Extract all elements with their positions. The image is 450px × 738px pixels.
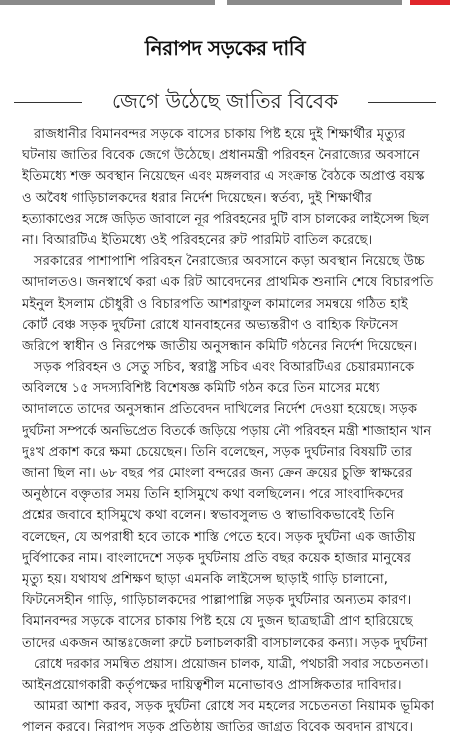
article-line: ইতিমধ্যে শক্ত অবস্থান নিয়েছেন এবং মঙ্গলবার এ সংক্রান্ত বৈঠকে অপ্রাপ্ত বয়স্ক — [22, 169, 425, 185]
article-line: দুঃখ প্রকাশ করে ক্ষমা চেয়েছেন। তিনি বলেছেন, সড়ক দুর্ঘটনার বিষয়টি তার — [22, 444, 413, 460]
article-line: পালন করবে। নিরাপদ সড়ক প্রতিষ্ঠায় জাতির জাগ্রত বিবেক অবদান রাখবে। — [22, 720, 414, 736]
article-line: না। বিআরটিএ ইতিমধ্যে ওই পরিবহনের রুট পারমিট বাতিল করেছে। — [22, 232, 373, 248]
article-line: মইনুল ইসলাম চৌধুরী ও বিচারপতি আশরাফুল কামালের সমন্বয়ে গঠিত হাই — [22, 296, 408, 312]
article-line: ফিটনেসহীন গাড়ি, গাড়িচালকদের পাল্লাপাল্লি সড়ক দুর্ঘটনার অন্যতম কারণ। — [22, 593, 412, 609]
header-bar-left — [0, 0, 215, 5]
article-line: আদালতও। জনস্বার্থে করা এক রিট আবেদনের প্রাথমিক শুনানি শেষে বিচারপতি — [22, 275, 434, 291]
article-line: সরকারের পাশাপাশি পরিবহন নৈরাজ্যের অবসানে কড়া অবস্থান নিয়েছে উচ্চ — [34, 254, 425, 270]
subheadline-row — [0, 84, 450, 118]
article-line: সড়ক পরিবহন ও সেতু সচিব, স্বরাষ্ট্র সচিব এবং বিআরটিএর চেয়ারম্যানকে — [34, 360, 415, 376]
article-line: অনুষ্ঠানে বক্তৃতার সময় তিনি হাসিমুখে কথা বলছিলেন। পরে সাংবাদিকদের — [22, 487, 404, 503]
article-line: ঘটনায় জাতির বিবেক জেগে উঠেছে। প্রধানমন্ত্রী পরিবহন নৈরাজ্যের অবসানে — [22, 148, 420, 164]
article-headline: নিরাপদ সড়কের দাবি — [144, 36, 306, 60]
article-line: মৃত্যু হয়। যথাযথ প্রশিক্ষণ ছাড়া এমনকি লাইসেন্স ছাড়াই গাড়ি চালানো, — [22, 571, 388, 587]
article-subheadline: জেগে উঠেছে জাতির বিবেক — [111, 89, 339, 113]
article-line: অবিলম্বে ১৫ সদস্যবিশিষ্ট বিশেষজ্ঞ কমিটি গঠন করে তিন মাসের মধ্যে — [22, 381, 380, 397]
header-bar-middle — [227, 0, 402, 5]
article-line: জরিপে স্বাধীন ও নিরপেক্ষ জাতীয় অনুসন্ধান কমিটি গঠনের নির্দেশ দিয়েছেন। — [22, 338, 418, 354]
article-line: বলেছেন, যে অপরাধী হবে তাকে শাস্তি পেতে হবে। সড়ক দুর্ঘটনা এক জাতীয় — [22, 529, 416, 545]
article-line: হত্যাকাণ্ডের সঙ্গে জড়িত জাবালে নূর পরিবহনের দুটি বাস চালকের লাইসেন্স ছিল — [22, 211, 429, 227]
subheadline-rule-left — [14, 102, 82, 103]
article-line: রোধে দরকার সমন্বিত প্রয়াস। প্রয়োজন চালক, যাত্রী, পথচারী সবার সচেতনতা। — [34, 656, 429, 672]
article-line: দুর্ঘটনা সম্পর্কে অনভিপ্রেত বিতর্কে জড়িয়ে পড়ায় নৌ পরিবহন মন্ত্রী শাজাহান খান — [22, 423, 431, 439]
article-line: বিমানবন্দর সড়কে বাসের চাকায় পিষ্ট হয়ে যে দুজন ছাত্রছাত্রী প্রাণ হারিয়েছে — [22, 614, 413, 630]
subheadline-rule-right — [368, 102, 436, 103]
article-line: আমরা আশা করব, সড়ক দুর্ঘটনা রোধে সব মহলের সচেতনতা নিয়ামক ভূমিকা — [34, 699, 434, 715]
article-line: ও অবৈধ গাড়িচালকদের ধরার নির্দেশ দিয়েছেন। স্বর্তব্য, দুই শিক্ষার্থীর — [22, 190, 372, 206]
article-line: আইনপ্রয়োগকারী কর্তৃপক্ষের দায়িত্বশীল মনোভাবও প্রাসঙ্গিকতার দাবিদার। — [22, 677, 402, 693]
article-line: জানা ছিল না। ৬৮ বছর পর মোংলা বন্দরের জন্য ক্রেন ক্রয়ের চুক্তি স্বাক্ষরের — [22, 466, 413, 481]
article-line: আদালতে তাদের অনুসন্ধান প্রতিবেদন দাখিলের নির্দেশ দেওয়া হয়েছে। সড়ক — [22, 402, 418, 418]
article-line: তাদের একজন আন্তঃজেলা রুটে চলাচলকারী বাসচালকের কন্যা। সড়ক দুর্ঘটনা — [22, 635, 428, 651]
article-line: রাজধানীর বিমানবন্দর সড়কে বাসের চাকায় পিষ্ট হয়ে দুই শিক্ষার্থীর মৃত্যুর — [34, 127, 406, 142]
article-line: প্রশ্নের জবাবে হাসিমুখে কথা বলেন। স্বভাবসুলভ ও স্বাভাবিকভাবেই তিনি — [22, 508, 395, 524]
article-body — [22, 124, 434, 738]
article-line: দুর্বিপাকের নাম। বাংলাদেশে সড়ক দুর্ঘটনায় প্রতি বছর কয়েক হাজার মানুষের — [22, 550, 412, 566]
header-bar-accent — [410, 0, 450, 5]
article-line: কোর্ট বেঞ্চ সড়ক দুর্ঘটনা রোধে যানবাহনের অভ্যন্তরীণ ও বাহ্যিক ফিটনেস — [22, 317, 399, 333]
top-color-bars — [0, 0, 450, 7]
